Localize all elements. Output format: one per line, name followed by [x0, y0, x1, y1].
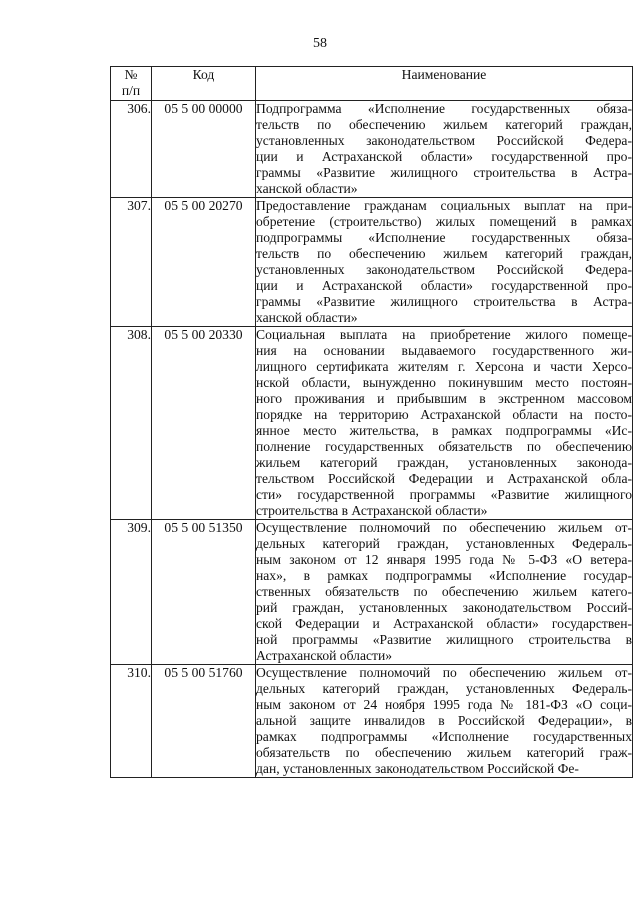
- row-name-line: дельных категорий граждан, установленных Федераль-: [256, 536, 632, 551]
- row-name-line: ханской области»: [256, 181, 358, 196]
- row-name-line: дельных категорий граждан, установленных Федераль-: [256, 681, 632, 696]
- row-code: 05 5 00 20270: [152, 198, 256, 327]
- row-name-line: ния на основании выдаваемого государственного жи-: [256, 343, 632, 358]
- row-name-line: строительства в Астраханской области»: [256, 503, 488, 518]
- row-code: 05 5 00 51350: [152, 520, 256, 665]
- header-number: [111, 67, 152, 101]
- table-row: [111, 327, 633, 520]
- row-name-line: Предоставление гражданам социальных выплат на при-: [256, 198, 632, 213]
- row-name-line: ской Федерации и Астраханской области» государствен-: [256, 616, 632, 631]
- row-name-line: рамках подпрограммы «Исполнение государственных: [256, 729, 632, 744]
- row-name-line: полнение государственных обязательств по обеспечению: [256, 439, 632, 454]
- row-name: [256, 665, 633, 778]
- row-name-line: тельством Российской Федерации и Астраханской обла-: [256, 471, 632, 486]
- row-name-line: нской области, вынужденно покинувшим место постоян-: [256, 375, 632, 390]
- row-name-line: янное место жительства, в рамках подпрограммы «Ис-: [256, 423, 632, 438]
- row-name-line: ной программы «Развитие жилищного строительства в: [256, 632, 632, 647]
- row-number: 308.: [111, 327, 152, 520]
- row-name-line: Осуществление полномочий по обеспечению жильем от-: [256, 520, 632, 535]
- row-name-line: альной защите инвалидов в Российской Федерации», в: [256, 713, 632, 728]
- row-code: 05 5 00 20330: [152, 327, 256, 520]
- row-name-line: сти» государственной программы «Развитие жилищного: [256, 487, 632, 502]
- row-name-line: ции и Астраханской области» государственной про-: [256, 149, 632, 164]
- row-name-line: рий граждан, установленных законодательством Россий-: [256, 600, 632, 615]
- header-number-line1: №: [124, 67, 138, 82]
- row-name-line: ным законом от 24 ноября 1995 года № 181-ФЗ «О соци-: [256, 697, 632, 712]
- row-name-line: обретение (строительство) жилых помещений в рамках: [256, 214, 632, 229]
- row-code: 05 5 00 00000: [152, 101, 256, 198]
- row-name-line: обязательств по обеспечению жильем категорий граж-: [256, 745, 632, 760]
- row-name-line: установленных законодательством Российской Федера-: [256, 133, 632, 148]
- row-name-line: подпрограммы «Исполнение государственных обяза-: [256, 230, 632, 245]
- row-number: 310.: [111, 665, 152, 778]
- table-row: [111, 665, 633, 778]
- row-name-line: дан, установленных законодательством Российской Фе-: [256, 761, 579, 776]
- row-name-line: лищного сертификата жителям г. Херсона и части Херсо-: [256, 359, 632, 374]
- row-name: [256, 327, 633, 520]
- row-name-line: нах», в рамках подпрограммы «Исполнение государ-: [256, 568, 632, 583]
- table-row: [111, 198, 633, 327]
- header-number-line2: п/п: [121, 83, 141, 98]
- row-number: 309.: [111, 520, 152, 665]
- table-header-row: [111, 67, 633, 101]
- row-number: 306.: [111, 101, 152, 198]
- row-name-line: ции и Астраханской области» государственной про-: [256, 278, 632, 293]
- header-name: Наименование: [256, 67, 633, 101]
- row-name-line: ным законом от 12 января 1995 года № 5-ФЗ «О ветера-: [256, 552, 632, 567]
- row-name-line: ного проживания и прибывшим в экстренном массовом: [256, 391, 632, 406]
- row-name-line: граммы «Развитие жилищного строительства в Астра-: [256, 165, 632, 180]
- table-row: [111, 101, 633, 198]
- row-name-line: жильем категорий граждан, установленных законода-: [256, 455, 632, 470]
- row-name: [256, 101, 633, 198]
- row-name-line: тельств по обеспечению жильем категорий граждан,: [256, 246, 632, 261]
- page-number: 58: [313, 36, 327, 51]
- table-row: [111, 520, 633, 665]
- row-name-line: Осуществление полномочий по обеспечению жильем от-: [256, 665, 632, 680]
- row-name: [256, 198, 633, 327]
- row-name-line: Подпрограмма «Исполнение государственных обяза-: [256, 101, 632, 116]
- row-name-line: порядке на территорию Астраханской области на посто-: [256, 407, 632, 422]
- classification-table: [110, 66, 633, 778]
- row-name-line: установленных законодательством Российской Федера-: [256, 262, 632, 277]
- row-number: 307.: [111, 198, 152, 327]
- row-name: [256, 520, 633, 665]
- row-name-line: ханской области»: [256, 310, 358, 325]
- row-name-line: Астраханской области»: [256, 648, 393, 663]
- row-name-line: граммы «Развитие жилищного строительства в Астра-: [256, 294, 632, 309]
- row-name-line: ственных обязательств по обеспечению жильем катего-: [256, 584, 632, 599]
- row-code: 05 5 00 51760: [152, 665, 256, 778]
- header-code: Код: [152, 67, 256, 101]
- row-name-line: тельств по обеспечению жильем категорий граждан,: [256, 117, 632, 132]
- row-name-line: Социальная выплата на приобретение жилого помеще-: [256, 327, 632, 342]
